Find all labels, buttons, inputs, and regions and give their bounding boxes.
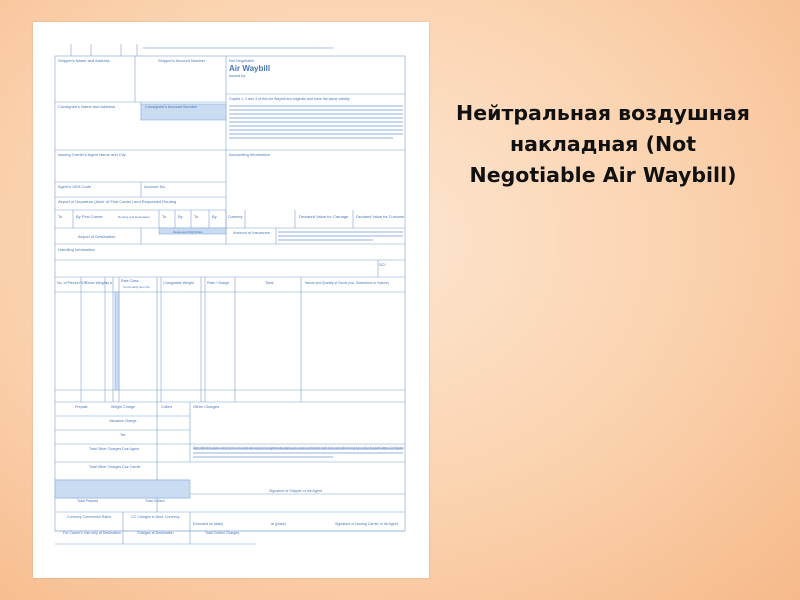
by-label-2: By bbox=[212, 214, 217, 219]
by-label: By bbox=[178, 214, 183, 219]
consignee-name-label: Consignee's Name and Address bbox=[58, 104, 116, 109]
total-collect-label: Total Collect bbox=[145, 499, 165, 503]
carrier-use-label: For Carrier's Use only at Destination bbox=[63, 531, 121, 535]
slide-title bbox=[452, 98, 754, 191]
currency-label: Currency bbox=[228, 215, 243, 219]
declared-carriage-label: Declared Value for Carriage bbox=[299, 214, 349, 219]
first-carrier-label: By First Carrier bbox=[76, 214, 103, 219]
copies-note: Copies 1, 2 and 3 of this Air Waybill are originals and have the same validity bbox=[229, 97, 350, 101]
at-place-label: at (place) bbox=[271, 522, 286, 526]
collect-label: Collect bbox=[161, 405, 172, 409]
cc-charges-label: CC Charges in Dest. Currency bbox=[131, 515, 180, 519]
rate-charge-label: Rate / Charge bbox=[207, 281, 230, 285]
to-label-2: To bbox=[162, 214, 167, 219]
signature-shipper-label: Signature of Shipper or his Agent bbox=[269, 489, 322, 493]
amount-insurance-label: Amount of Insurance bbox=[233, 230, 270, 235]
other-due-agent-label: Total Other Charges Due Agent bbox=[89, 447, 139, 451]
account-no-label: Account No. bbox=[144, 184, 166, 189]
slide-title-line-1: Нейтральная воздушная bbox=[456, 101, 750, 125]
shipper-account-label: Shipper's Account Number bbox=[158, 58, 206, 63]
valuation-charge-label: Valuation Charge bbox=[109, 419, 137, 423]
prepaid-label: Prepaid bbox=[75, 405, 88, 409]
total-prepaid-label: Total Prepaid bbox=[77, 499, 98, 503]
air-waybill-form bbox=[33, 22, 429, 578]
air-waybill-document bbox=[33, 22, 429, 578]
commodity-label: Commodity Item No. bbox=[123, 285, 151, 289]
slide-title-line-3: Negotiable Air Waybill) bbox=[469, 163, 737, 187]
total-label: Total bbox=[265, 280, 274, 285]
nature-goods-label: Nature and Quantity of Goods (incl. Dimensions or Volume) bbox=[305, 281, 389, 285]
airport-destination-label: Airport of Destination bbox=[78, 234, 116, 239]
kg-lb-label: kg lb bbox=[106, 281, 113, 285]
weight-charge-label: Weight Charge bbox=[111, 405, 135, 409]
declared-customs-label: Declared Value for Customs bbox=[356, 214, 404, 219]
pieces-label: No. of Pieces RCP bbox=[57, 281, 87, 285]
issued-by-label: Issued by bbox=[229, 74, 246, 78]
airport-departure-label: Airport of Departure (Addr. of First Carrier) and Requested Routing bbox=[58, 199, 177, 204]
chargeable-weight-label: Chargeable Weight bbox=[163, 281, 194, 285]
shipper-certifies-text: Shipper certifies that the particulars on the face hereof are correct and that insofar as any part of the consignment contains dangerous goods, such part is properly described by name and is in proper condition for carriage by air according to the applicable Dangerous Goods Regulations. bbox=[193, 446, 405, 450]
routing-label: Routing and Destination bbox=[118, 215, 151, 219]
other-charges-label: Other Charges bbox=[193, 404, 220, 409]
accounting-info-label: Accounting Information bbox=[229, 152, 270, 157]
requested-flight-label: Requested Flight/Date bbox=[173, 230, 203, 234]
handling-info-label: Handling Information bbox=[58, 247, 95, 252]
air-waybill-label: Air Waybill bbox=[229, 64, 271, 73]
currency-rates-label: Currency Conversion Rates bbox=[67, 515, 112, 519]
not-negotiable-label: Not Negotiable bbox=[229, 59, 255, 63]
gross-weight-label: Gross Weight bbox=[85, 281, 107, 285]
sci-label: SCI bbox=[379, 262, 386, 267]
to-label-3: To bbox=[194, 214, 199, 219]
issuing-agent-label: Issuing Carrier's Agent Name and City bbox=[58, 152, 126, 157]
to-label: To bbox=[58, 214, 63, 219]
other-due-carrier-label: Total Other Charges Due Carrier bbox=[89, 465, 141, 469]
charges-destination-label: Charges at Destination bbox=[137, 531, 174, 535]
consignee-account-label: Consignee's Account Number bbox=[145, 104, 198, 109]
signature-carrier-label: Signature of Issuing Carrier or its Agent bbox=[335, 522, 398, 526]
tax-label: Tax bbox=[120, 433, 126, 437]
rate-class-label: Rate Class bbox=[121, 279, 139, 283]
shipper-name-label: Shipper's Name and Address bbox=[58, 58, 110, 63]
executed-on-label: Executed on (date) bbox=[193, 522, 224, 526]
agent-iata-label: Agent's IATA Code bbox=[58, 184, 92, 189]
slide-title-line-2: накладная (Not bbox=[509, 132, 697, 156]
total-collect-charges-label: Total Collect Charges bbox=[205, 531, 240, 535]
